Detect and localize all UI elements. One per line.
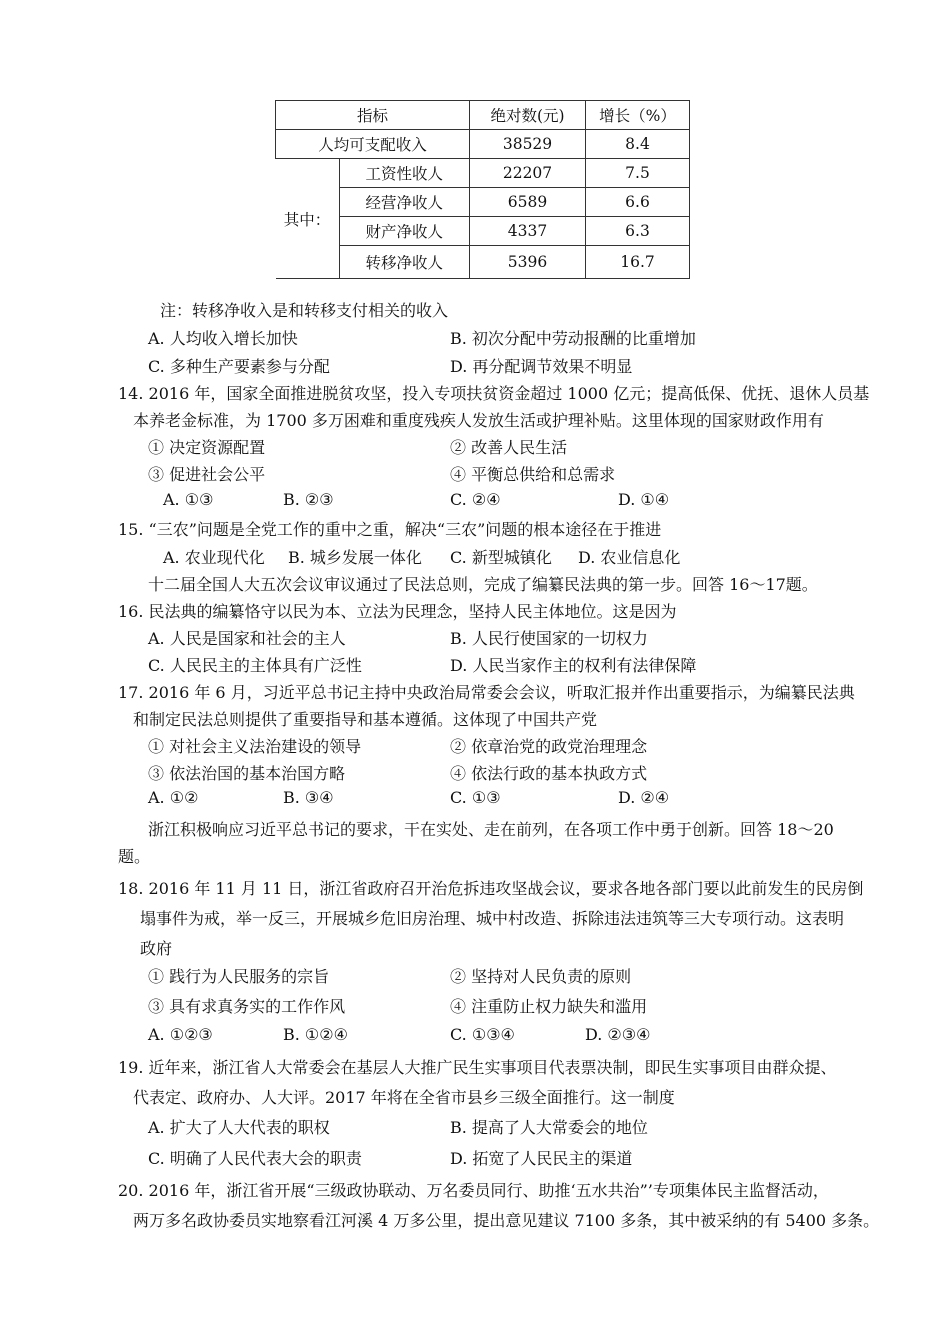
table-note: 注：转移净收入是和转移支付相关的收入: [160, 301, 449, 320]
q17-stem-line1: 17. 2016 年 6 月，习近平总书记主持中央政治局常委会会议，听取汇报并作出重要指示，为编纂民法典: [118, 683, 855, 702]
q16-option-c: C. 人民民主的主体具有广泛性: [148, 656, 362, 675]
q13-option-d: D. 再分配调节效果不明显: [450, 357, 633, 376]
q13-option-b: B. 初次分配中劳动报酬的比重增加: [450, 329, 696, 348]
q13-option-c: C. 多种生产要素参与分配: [148, 357, 330, 376]
q15-option-c: C. 新型城镇化: [450, 548, 552, 567]
row-value: 5396: [470, 246, 586, 279]
q19-stem-line2: 代表定、政府办、人大评。2017 年将在全省市县乡三级全面推行。这一制度: [133, 1088, 675, 1107]
group-label: 其中：: [276, 159, 340, 279]
q18-statement-1: ① 践行为人民服务的宗旨: [148, 967, 330, 986]
q14-stem-line1: 14. 2016 年，国家全面推进脱贫攻坚，投入专项扶贫资金超过 1000 亿元；提高低保、优抚、退休人员基: [118, 384, 870, 403]
q20-stem-line1: 20. 2016 年，浙江省开展“三级政协联动、万名委员同行、助推‘五水共治”’专项集体民主监督活动，: [118, 1181, 829, 1200]
q18-option-d: D. ②③④: [585, 1025, 651, 1044]
q17-option-c: C. ①③: [450, 788, 501, 807]
income-table: [275, 100, 690, 279]
q17-stem-line2: 和制定民法总则提供了重要指导和基本遵循。这体现了中国共产党: [133, 710, 598, 729]
q13-option-a: A. 人均收入增长加快: [148, 329, 298, 348]
q18-option-c: C. ①③④: [450, 1025, 515, 1044]
total-value: 38529: [470, 130, 586, 159]
q14-option-d: D. ①④: [618, 490, 670, 509]
q19-option-c: C. 明确了人民代表大会的职责: [148, 1149, 362, 1168]
q17-option-b: B. ③④: [283, 788, 334, 807]
header-indicator: 指标: [276, 101, 470, 130]
row-value: 6589: [470, 188, 586, 217]
q18-stem-line2: 塌事件为戒，举一反三，开展城乡危旧房治理、城中村改造、拆除违法违筑等三大专项行动。这表明: [140, 909, 845, 928]
q17-option-d: D. ②④: [618, 788, 670, 807]
row-label: 工资性收人: [339, 159, 470, 188]
q18-statement-2: ② 坚持对人民负责的原则: [450, 967, 632, 986]
q17-statement-4: ④ 依法行政的基本执政方式: [450, 764, 648, 783]
q16-stem: 16. 民法典的编纂恪守以民为本、立法为民理念，坚持人民主体地位。这是因为: [118, 602, 677, 621]
q14-statement-4: ④ 平衡总供给和总需求: [450, 465, 616, 484]
total-growth: 8.4: [586, 130, 690, 159]
q15-option-a: A. 农业现代化: [163, 548, 265, 567]
q16-option-d: D. 人民当家作主的权利有法律保障: [450, 656, 697, 675]
q14-option-a: A. ①③: [163, 490, 214, 509]
q19-option-d: D. 拓宽了人民民主的渠道: [450, 1149, 633, 1168]
q14-statement-3: ③ 促进社会公平: [148, 465, 266, 484]
q14-stem-line2: 本养老金标准，为 1700 多万困难和重度残疾人发放生活或护理补贴。这里体现的国家财政作用有: [133, 411, 824, 430]
row-growth: 16.7: [586, 246, 690, 279]
q18-statement-3: ③ 具有求真务实的工作作风: [148, 997, 346, 1016]
q14-statement-1: ① 决定资源配置: [148, 438, 266, 457]
intro-18-20-line2: 题。: [118, 847, 151, 866]
row-value: 22207: [470, 159, 586, 188]
total-label: 人均可支配收入: [276, 130, 470, 159]
q15-option-d: D. 农业信息化: [578, 548, 681, 567]
row-label: 转移净收人: [339, 246, 470, 279]
row-growth: 6.6: [586, 188, 690, 217]
header-growth: 增长（%）: [586, 101, 690, 130]
q15-option-b: B. 城乡发展一体化: [288, 548, 422, 567]
q14-option-b: B. ②③: [283, 490, 334, 509]
q16-option-a: A. 人民是国家和社会的主人: [148, 629, 346, 648]
row-label: 经营净收人: [339, 188, 470, 217]
intro-18-20-line1: 浙江积极响应习近平总书记的要求，干在实处、走在前列，在各项工作中勇于创新。回答 18～20: [148, 820, 834, 839]
intro-16-17: 十二届全国人大五次会议审议通过了民法总则，完成了编纂民法典的第一步。回答 16～17题。: [148, 575, 818, 594]
q17-statement-3: ③ 依法治国的基本治国方略: [148, 764, 346, 783]
row-growth: 7.5: [586, 159, 690, 188]
row-value: 4337: [470, 217, 586, 246]
q18-stem-line3: 政府: [140, 939, 173, 958]
q18-stem-line1: 18. 2016 年 11 月 11 日，浙江省政府召开治危拆违攻坚战会议，要求各地各部门要以此前发生的民房倒: [118, 879, 864, 898]
q18-option-b: B. ①②④: [283, 1025, 348, 1044]
q18-statement-4: ④ 注重防止权力缺失和滥用: [450, 997, 648, 1016]
q19-option-a: A. 扩大了人大代表的职权: [148, 1118, 330, 1137]
row-growth: 6.3: [586, 217, 690, 246]
q14-option-c: C. ②④: [450, 490, 501, 509]
q15-stem: 15. “三农”问题是全党工作的重中之重，解决“三农”问题的根本途径在于推进: [118, 520, 662, 539]
q14-statement-2: ② 改善人民生活: [450, 438, 568, 457]
q17-option-a: A. ①②: [148, 788, 199, 807]
q20-stem-line2: 两万多名政协委员实地察看江河溪 4 万多公里，提出意见建议 7100 多条，其中被采纳的有 5400 多条。: [133, 1211, 880, 1230]
header-absolute: 绝对数(元): [470, 101, 586, 130]
q17-statement-2: ② 依章治党的政党治理理念: [450, 737, 648, 756]
q18-option-a: A. ①②③: [148, 1025, 213, 1044]
row-label: 财产净收人: [339, 217, 470, 246]
q19-stem-line1: 19. 近年来，浙江省人大常委会在基层人大推广民生实事项目代表票决制，即民生实事项目由群众提、: [118, 1058, 837, 1077]
q16-option-b: B. 人民行使国家的一切权力: [450, 629, 648, 648]
q17-statement-1: ① 对社会主义法治建设的领导: [148, 737, 362, 756]
q19-option-b: B. 提高了人大常委会的地位: [450, 1118, 648, 1137]
